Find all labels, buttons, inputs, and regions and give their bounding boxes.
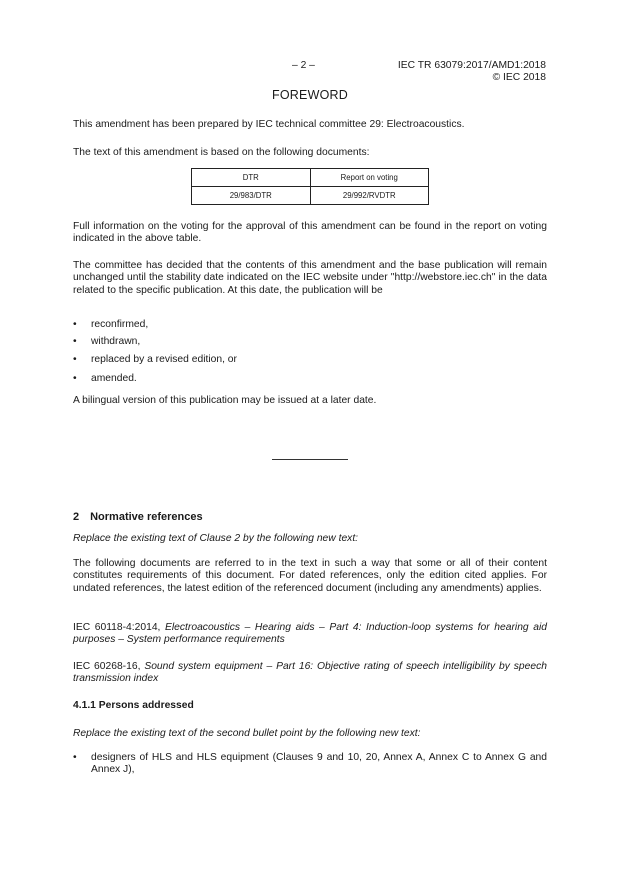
section-divider xyxy=(272,459,348,460)
table-header-cell: DTR xyxy=(192,169,311,187)
copyright-notice: © IEC 2018 xyxy=(492,72,546,83)
reference-iec-60268-16 xyxy=(73,661,547,686)
list-item-text: reconfirmed, xyxy=(91,319,149,330)
document-id: IEC TR 63079:2017/AMD1:2018 xyxy=(397,60,546,71)
section-heading-normative-references: 2 Normative references xyxy=(73,511,203,523)
amendment-instruction: Replace the existing text of the second bullet point by the following new text: xyxy=(73,728,421,739)
foreword-paragraph-bilingual: A bilingual version of this publication may be issued at a later date. xyxy=(73,395,377,406)
list-item-text: withdrawn, xyxy=(91,336,141,347)
page-number: – 2 – xyxy=(292,60,315,71)
normative-references-intro: The following documents are referred to in the text in such a way that some or all of their content constitutes requirements of this document. For dated references, only the edition cited applies. For undated references, the latest edition of the referenced document (including any amendments) applies. xyxy=(73,558,547,594)
foreword-paragraph-documents: The text of this amendment is based on the following documents: xyxy=(73,147,370,158)
table-row xyxy=(192,187,429,205)
table-cell: 29/983/DTR xyxy=(192,187,311,205)
reference-title: Electroacoustics – Hearing aids – Part 4: Induction-loop systems for hearing aid purposes – System performance requirements xyxy=(73,622,547,646)
table-cell: 29/992/RVDTR xyxy=(310,187,429,205)
list-item-text: designers of HLS and HLS equipment (Clauses 9 and 10, 20, Annex A, Annex C to Annex G and Annex J), xyxy=(91,752,547,776)
table-header-row xyxy=(192,169,429,187)
amendment-instruction: Replace the existing text of Clause 2 by the following new text: xyxy=(73,533,359,544)
bullet-icon: • xyxy=(73,336,77,347)
bullet-icon: • xyxy=(73,752,77,763)
foreword-paragraph-voting: Full information on the voting for the approval of this amendment can be found in the report on voting indicated in the above table. xyxy=(73,221,547,245)
voting-documents-table xyxy=(191,168,429,205)
table-header-cell: Report on voting xyxy=(310,169,429,187)
foreword-paragraph-committee: This amendment has been prepared by IEC technical committee 29: Electroacoustics. xyxy=(73,119,465,130)
reference-title: Sound system equipment – Part 16: Objective rating of speech intelligibility by speech transmission index xyxy=(73,661,547,685)
list-item-text: amended. xyxy=(91,373,137,384)
reference-iec-60118-4 xyxy=(73,622,547,647)
section-heading-persons-addressed: 4.1.1 Persons addressed xyxy=(73,700,194,711)
bullet-icon: • xyxy=(73,373,77,384)
foreword-paragraph-stability: The committee has decided that the contents of this amendment and the base publication will remain unchanged until the stability date indicated on the IEC website under "http://webstore.iec.ch" in the data related to the specific publication. At this date, the publication will be xyxy=(73,260,547,296)
bullet-icon: • xyxy=(73,319,77,330)
reference-id: IEC 60268-16, xyxy=(73,661,141,672)
reference-id: IEC 60118-4:2014, xyxy=(73,622,161,633)
foreword-title: FOREWORD xyxy=(272,88,348,102)
bullet-icon: • xyxy=(73,354,77,365)
list-item-text: replaced by a revised edition, or xyxy=(91,354,237,365)
